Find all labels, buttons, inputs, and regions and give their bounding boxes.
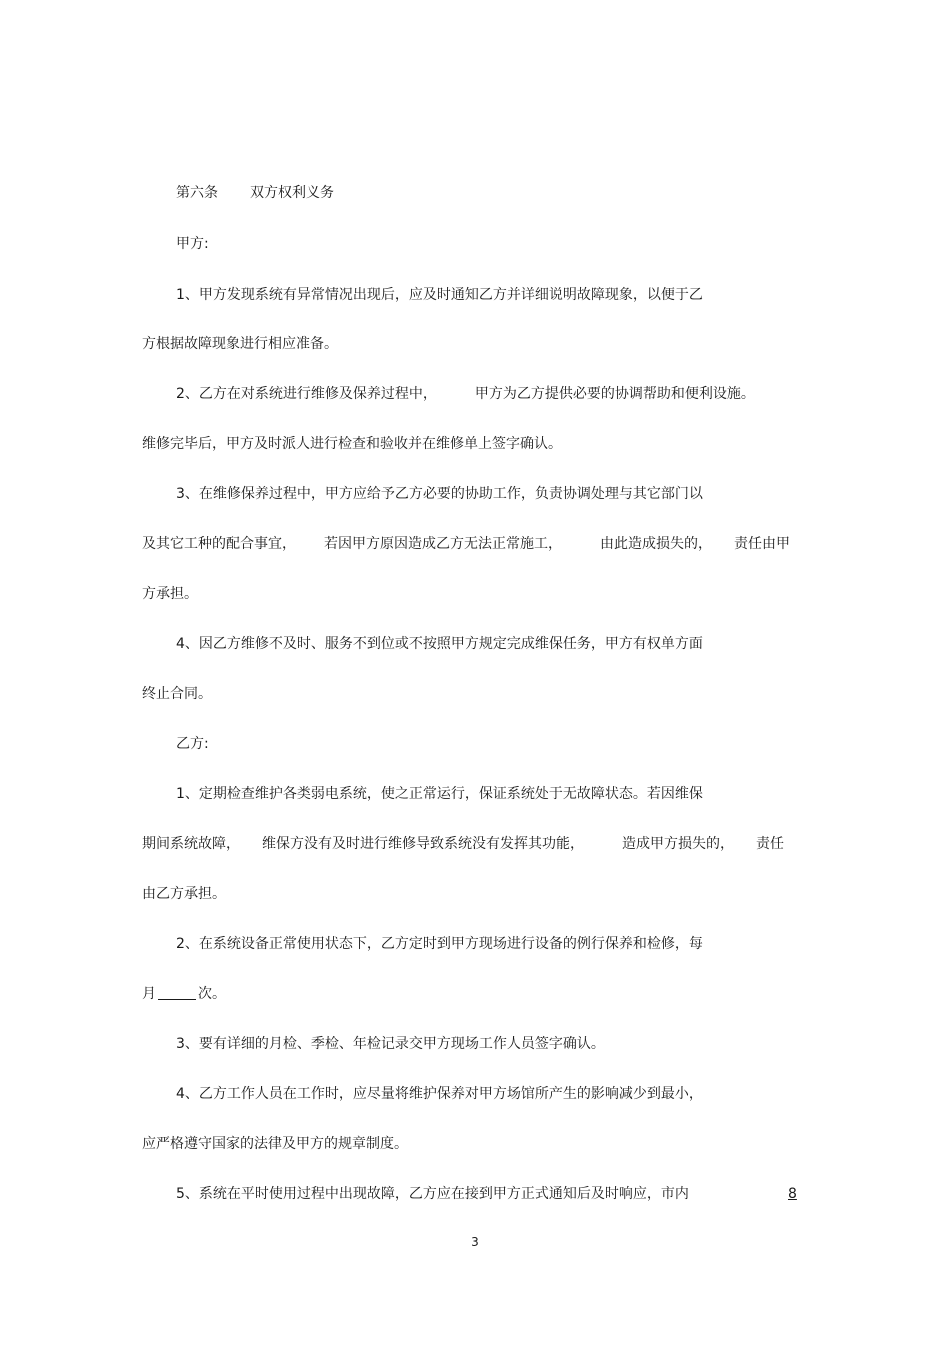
- article-title: 双方权利义务: [250, 185, 334, 201]
- text-segment: 月: [142, 986, 156, 1002]
- party-b-item5-line1: 5、系统在平时使用过程中出现故障，乙方应在接到甲方正式通知后及时响应，市内: [176, 1186, 689, 1202]
- party-a-item4-line2: 终止合同。: [142, 686, 212, 702]
- text-segment: 次。: [198, 986, 226, 1002]
- party-b-label: 乙方:: [176, 736, 209, 752]
- article-heading: [176, 183, 334, 203]
- fill-blank: [158, 985, 196, 1000]
- party-b-item2-line1: 2、在系统设备正常使用状态下，乙方定时到甲方现场进行设备的例行保养和检修，每: [176, 936, 703, 952]
- party-a-item1-line2: 方根据故障现象进行相应准备。: [142, 336, 338, 352]
- party-b-item2-line2: [142, 984, 226, 1004]
- party-a-item2-line1: [176, 384, 755, 404]
- party-b-item4-line2: 应严格遵守国家的法律及甲方的规章制度。: [142, 1136, 408, 1152]
- party-a-item3-line2: [142, 534, 790, 554]
- text-segment: 甲方为乙方提供必要的协调帮助和便利设施。: [474, 386, 755, 402]
- party-a-item3-line3: 方承担。: [142, 586, 198, 602]
- text-segment: 若因甲方原因造成乙方无法正常施工，: [324, 536, 562, 552]
- text-segment: 造成甲方损失的，: [622, 836, 734, 852]
- page-number: 3: [471, 1235, 479, 1249]
- text-segment: 及其它工种的配合事宜，: [142, 536, 296, 552]
- party-a-item3-line1: 3、在维修保养过程中，甲方应给予乙方必要的协助工作，负责协调处理与其它部门以: [176, 486, 703, 502]
- text-segment: 维保方没有及时进行维修导致系统没有发挥其功能，: [262, 836, 584, 852]
- text-segment: 由此造成损失的，: [600, 536, 712, 552]
- party-b-item1-line1: 1、定期检查维护各类弱电系统，使之正常运行，保证系统处于无故障状态。若因维保: [176, 786, 703, 802]
- party-a-item1-line1: 1、甲方发现系统有异常情况出现后，应及时通知乙方并详细说明故障现象，以便于乙: [176, 287, 703, 303]
- party-b-item1-line3: 由乙方承担。: [142, 886, 226, 902]
- party-a-item4-line1: 4、因乙方维修不及时、服务不到位或不按照甲方规定完成维保任务，甲方有权单方面: [176, 636, 703, 652]
- party-b-item1-line2: [142, 834, 784, 854]
- text-segment: 期间系统故障，: [142, 836, 240, 852]
- party-b-item4-line1: 4、乙方工作人员在工作时，应尽量将维护保养对甲方场馆所产生的影响减少到最小，: [176, 1086, 703, 1102]
- text-segment: 责任: [756, 836, 784, 852]
- text-segment: 责任由甲: [734, 536, 790, 552]
- response-hours-value: 8: [788, 1186, 797, 1202]
- party-a-label: 甲方:: [176, 236, 209, 252]
- article-number: 第六条: [176, 185, 218, 201]
- text-segment: 2、乙方在对系统进行维修及保养过程中，: [176, 386, 437, 402]
- party-a-item2-line2: 维修完毕后，甲方及时派人进行检查和验收并在维修单上签字确认。: [142, 436, 562, 452]
- party-b-item3-line1: 3、要有详细的月检、季检、年检记录交甲方现场工作人员签字确认。: [176, 1036, 605, 1052]
